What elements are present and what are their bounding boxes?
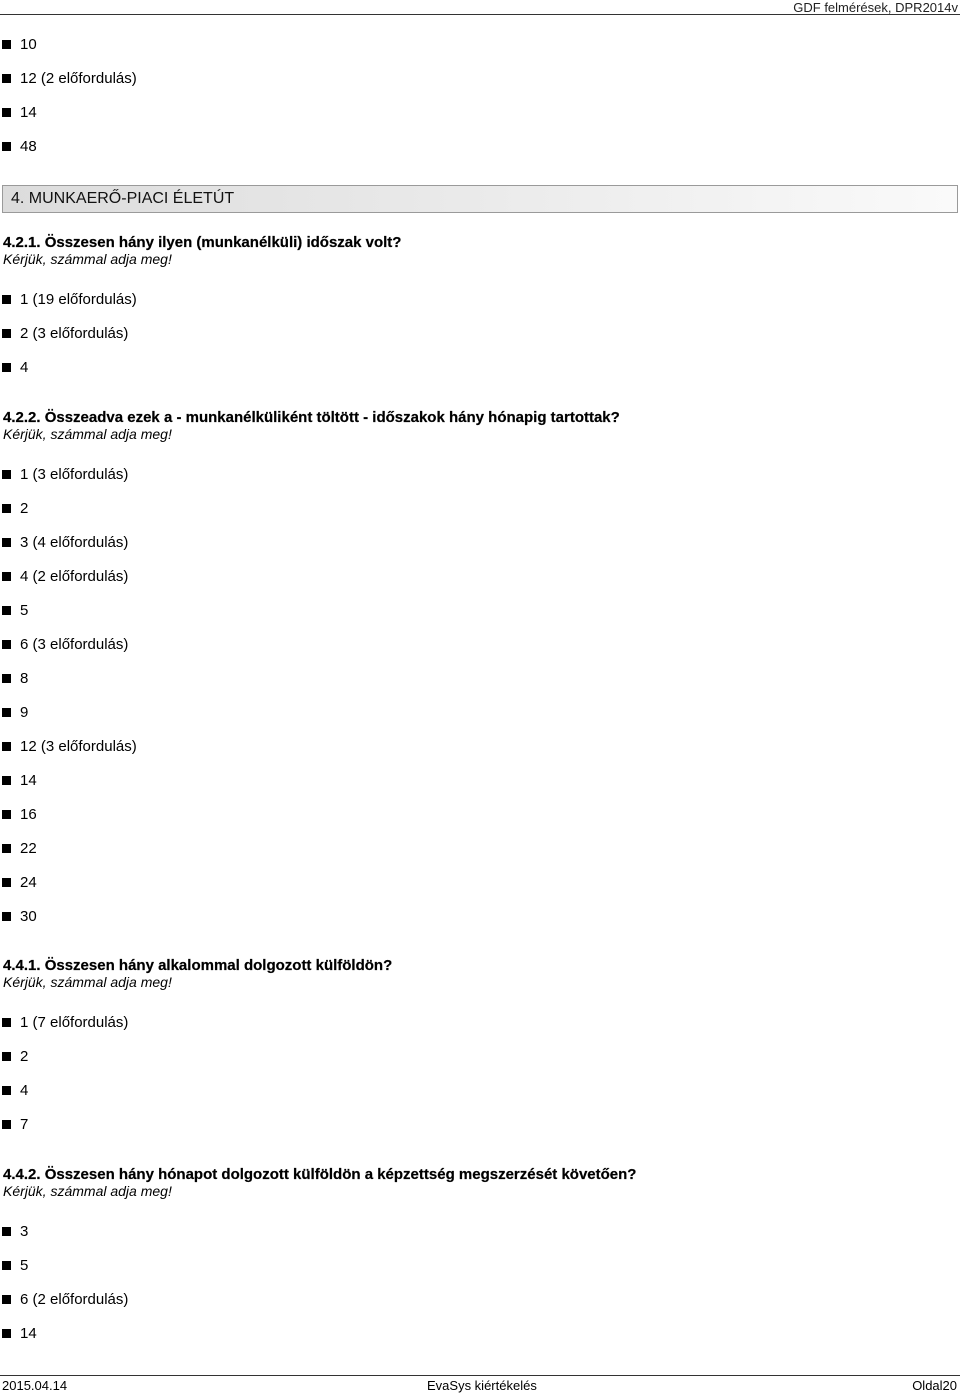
- header-title: GDF felmérések, DPR2014v: [793, 0, 958, 15]
- question-title: 4.2.1. Összesen hány ilyen (munkanélküli) időszak volt?: [3, 234, 402, 251]
- square-bullet-icon: [2, 1018, 11, 1027]
- square-bullet-icon: [2, 776, 11, 785]
- list-item: [0, 1214, 128, 1248]
- footer-page-number: Oldal20: [912, 1378, 957, 1393]
- list-item: [0, 831, 137, 865]
- answer-text: 24: [20, 873, 37, 891]
- square-bullet-icon: [2, 74, 11, 83]
- question-title: 4.4.2. Összesen hány hónapot dolgozott külföldön a képzettség megszerzését követően?: [3, 1166, 637, 1183]
- answer-text: 1 (7 előfordulás): [20, 1013, 129, 1031]
- list-item: [0, 1107, 128, 1141]
- square-bullet-icon: [2, 912, 11, 921]
- square-bullet-icon: [2, 844, 11, 853]
- list-item: [0, 661, 137, 695]
- square-bullet-icon: [2, 1052, 11, 1061]
- list-item: [0, 695, 137, 729]
- square-bullet-icon: [2, 142, 11, 151]
- square-bullet-icon: [2, 810, 11, 819]
- square-bullet-icon: [2, 329, 11, 338]
- answer-text: 1 (19 előfordulás): [20, 290, 137, 308]
- answer-text: 7: [20, 1115, 29, 1133]
- square-bullet-icon: [2, 40, 11, 49]
- list-item: [0, 1073, 128, 1107]
- answer-text: 9: [20, 703, 29, 721]
- question-title: 4.4.1. Összesen hány alkalommal dolgozott külföldön?: [3, 957, 393, 974]
- answer-text: 2: [20, 1047, 29, 1065]
- question-4-4-1: [3, 957, 392, 991]
- square-bullet-icon: [2, 674, 11, 683]
- list-item: [0, 491, 137, 525]
- answer-text: 10: [20, 35, 37, 53]
- list-item: [0, 316, 137, 350]
- answer-text: 22: [20, 839, 37, 857]
- list-item: [0, 1005, 128, 1039]
- answer-text: 6 (3 előfordulás): [20, 635, 129, 653]
- answer-list-top: [0, 27, 137, 163]
- section-title: 4. MUNKAERŐ-PIACI ÉLETÚT: [11, 190, 235, 207]
- question-4-4-2: [3, 1166, 636, 1200]
- list-item: [0, 1316, 128, 1350]
- list-item: [0, 95, 137, 129]
- list-item: [0, 559, 137, 593]
- square-bullet-icon: [2, 1120, 11, 1129]
- square-bullet-icon: [2, 1227, 11, 1236]
- answer-text: 3: [20, 1222, 29, 1240]
- answer-text: 12 (3 előfordulás): [20, 737, 137, 755]
- list-item: [0, 457, 137, 491]
- answer-text: 5: [20, 1256, 29, 1274]
- answer-text: 48: [20, 137, 37, 155]
- list-item: [0, 763, 137, 797]
- answer-text: 2: [20, 499, 29, 517]
- list-item: [0, 899, 137, 933]
- square-bullet-icon: [2, 108, 11, 117]
- square-bullet-icon: [2, 1329, 11, 1338]
- question-instruction: Kérjük, számmal adja meg!: [3, 426, 172, 442]
- square-bullet-icon: [2, 1086, 11, 1095]
- list-item: [0, 129, 137, 163]
- list-item: [0, 729, 137, 763]
- answer-list: [0, 1005, 128, 1141]
- answer-text: 30: [20, 907, 37, 925]
- answer-text: 16: [20, 805, 37, 823]
- answer-text: 8: [20, 669, 29, 687]
- square-bullet-icon: [2, 538, 11, 547]
- footer-date: 2015.04.14: [2, 1378, 68, 1393]
- list-item: [0, 282, 137, 316]
- answer-text: 1 (3 előfordulás): [20, 465, 129, 483]
- answer-list: [0, 282, 137, 384]
- answer-text: 2 (3 előfordulás): [20, 324, 129, 342]
- list-item: [0, 1039, 128, 1073]
- section-banner: [2, 185, 958, 213]
- question-instruction: Kérjük, számmal adja meg!: [3, 251, 172, 267]
- square-bullet-icon: [2, 606, 11, 615]
- footer-divider: [0, 1375, 960, 1376]
- answer-text: 4: [20, 358, 29, 376]
- question-4-2-1: [3, 234, 401, 268]
- answer-text: 4 (2 előfordulás): [20, 567, 129, 585]
- square-bullet-icon: [2, 708, 11, 717]
- answer-text: 14: [20, 103, 37, 121]
- square-bullet-icon: [2, 878, 11, 887]
- square-bullet-icon: [2, 572, 11, 581]
- square-bullet-icon: [2, 640, 11, 649]
- question-title: 4.2.2. Összeadva ezek a - munkanélküliként töltött - időszakok hány hónapig tartottak?: [3, 409, 620, 426]
- answer-text: 3 (4 előfordulás): [20, 533, 129, 551]
- answer-text: 12 (2 előfordulás): [20, 69, 137, 87]
- square-bullet-icon: [2, 1261, 11, 1270]
- header-divider: [0, 14, 960, 15]
- list-item: [0, 525, 137, 559]
- answer-text: 14: [20, 1324, 37, 1342]
- question-4-2-2: [3, 409, 620, 443]
- answer-text: 5: [20, 601, 29, 619]
- answer-list: [0, 1214, 128, 1350]
- square-bullet-icon: [2, 742, 11, 751]
- answer-list: [0, 457, 137, 933]
- answer-text: 14: [20, 771, 37, 789]
- answer-text: 6 (2 előfordulás): [20, 1290, 129, 1308]
- list-item: [0, 797, 137, 831]
- square-bullet-icon: [2, 470, 11, 479]
- list-item: [0, 350, 137, 384]
- list-item: [0, 27, 137, 61]
- list-item: [0, 865, 137, 899]
- square-bullet-icon: [2, 504, 11, 513]
- list-item: [0, 593, 137, 627]
- footer-center-text: EvaSys kiértékelés: [427, 1378, 537, 1393]
- list-item: [0, 1282, 128, 1316]
- list-item: [0, 627, 137, 661]
- square-bullet-icon: [2, 1295, 11, 1304]
- list-item: [0, 61, 137, 95]
- list-item: [0, 1248, 128, 1282]
- answer-text: 4: [20, 1081, 29, 1099]
- square-bullet-icon: [2, 295, 11, 304]
- question-instruction: Kérjük, számmal adja meg!: [3, 974, 172, 990]
- question-instruction: Kérjük, számmal adja meg!: [3, 1183, 172, 1199]
- square-bullet-icon: [2, 363, 11, 372]
